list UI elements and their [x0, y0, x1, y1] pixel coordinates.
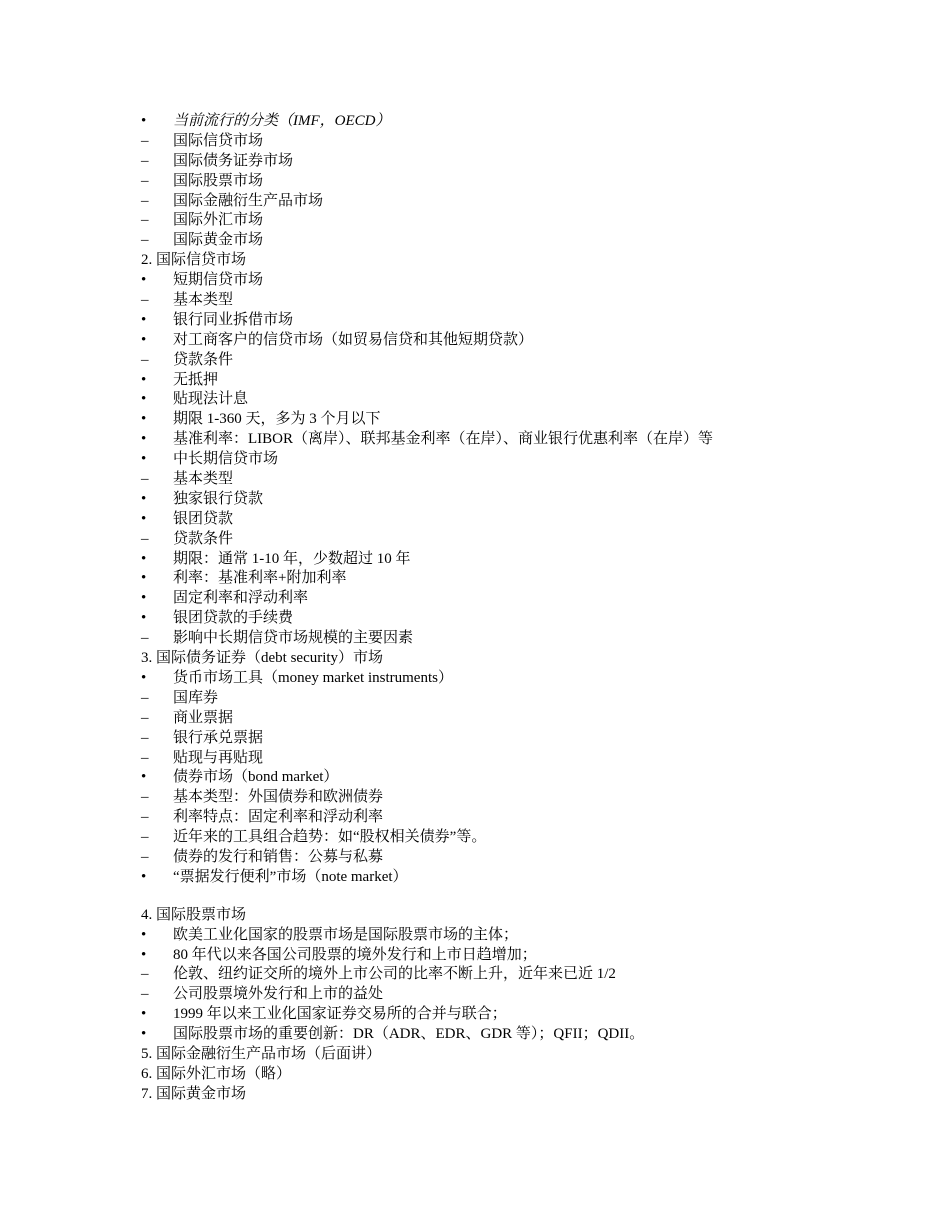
dash-item [141, 848, 901, 868]
bullet-item [141, 390, 901, 410]
dash-marker: – [141, 809, 149, 826]
item-text: 期限 1-360 天，多为 3 个月以下 [173, 411, 381, 428]
section-heading [141, 251, 901, 271]
item-text: 贴现法计息 [173, 391, 249, 408]
item-text: 国际金融衍生产品市场 [173, 192, 324, 209]
bullet-item [141, 311, 901, 331]
dash-item [141, 689, 901, 709]
bullet-marker: • [141, 550, 147, 567]
blank-line [141, 888, 901, 906]
item-text: 国际股票市场 [173, 172, 264, 189]
dash-marker: – [141, 829, 149, 846]
bullet-item [141, 868, 901, 888]
item-text: 欧美工业化国家的股票市场是国际股票市场的主体； [173, 926, 519, 943]
dash-item [141, 231, 901, 251]
bullet-marker: • [141, 113, 147, 129]
item-text: 银行承兑票据 [173, 729, 264, 746]
bullet-marker: • [141, 926, 147, 943]
dash-marker: – [141, 212, 149, 229]
item-text: 利率特点：固定利率和浮动利率 [173, 809, 384, 826]
item-text: 独家银行贷款 [173, 490, 264, 507]
dash-item [141, 192, 901, 212]
bullet-marker: • [141, 1006, 147, 1023]
item-text: 基准利率：LIBOR（离岸）、联邦基金利率（在岸）、商业银行优惠利率（在岸）等 [173, 431, 714, 448]
item-text: 1999 年以来工业化国家证券交易所的合并与联合； [173, 1006, 507, 1023]
item-text: 债券市场（bond market） [173, 769, 339, 786]
dash-marker: – [141, 986, 149, 1003]
dash-marker: – [141, 729, 149, 746]
item-text: 银团贷款的手续费 [173, 610, 294, 627]
item-text: 国库券 [173, 689, 219, 706]
bullet-item [141, 669, 901, 689]
item-text: 贷款条件 [173, 530, 234, 547]
dash-marker: – [141, 471, 149, 488]
item-text: 中长期信贷市场 [173, 451, 279, 468]
section-heading [141, 1085, 901, 1105]
bullet-item [141, 490, 901, 510]
bullet-item [141, 1025, 901, 1045]
dash-marker: – [141, 132, 149, 149]
dash-item [141, 985, 901, 1005]
dash-marker: – [141, 152, 149, 169]
dash-marker: – [141, 709, 149, 726]
bullet-marker: • [141, 431, 147, 448]
dash-item [141, 729, 901, 749]
dash-item [141, 749, 901, 769]
bullet-marker: • [141, 490, 147, 507]
dash-marker: – [141, 292, 149, 309]
section-heading [141, 649, 901, 669]
bullet-marker: • [141, 510, 147, 527]
dash-marker: – [141, 789, 149, 806]
bullet-marker: • [141, 311, 147, 328]
bullet-marker: • [141, 669, 147, 686]
heading-text: 7. 国际黄金市场 [141, 1085, 247, 1102]
dash-marker: – [141, 630, 149, 647]
item-text: 伦敦、纽约证交所的境外上市公司的比率不断上升，近年来已近 1/2 [173, 966, 616, 983]
item-text: 银团贷款 [173, 510, 234, 527]
bullet-item [141, 569, 901, 589]
dash-item [141, 530, 901, 550]
bullet-item [141, 768, 901, 788]
document-body [141, 112, 901, 1105]
bullet-item [141, 550, 901, 570]
item-text: 贴现与再贴现 [173, 749, 264, 766]
bullet-marker: • [141, 610, 147, 627]
dash-marker: – [141, 172, 149, 189]
item-text: 商业票据 [173, 709, 234, 726]
dash-item [141, 709, 901, 729]
heading-text: 2. 国际信贷市场 [141, 252, 247, 269]
dash-marker: – [141, 192, 149, 209]
item-text: 影响中长期信贷市场规模的主要因素 [173, 630, 414, 647]
bullet-item [141, 331, 901, 351]
bullet-item [141, 112, 901, 132]
item-text: 债券的发行和销售：公募与私募 [173, 848, 384, 865]
dash-item [141, 828, 901, 848]
item-text: 基本类型 [173, 471, 234, 488]
dash-item [141, 470, 901, 490]
bullet-marker: • [141, 272, 147, 289]
heading-text: 6. 国际外汇市场（略） [141, 1065, 292, 1082]
item-text: 固定利率和浮动利率 [173, 590, 309, 607]
bullet-item [141, 271, 901, 291]
item-text: 近年来的工具组合趋势：如“股权相关债券”等。 [173, 829, 487, 846]
bullet-marker: • [141, 371, 147, 388]
bullet-item [141, 589, 901, 609]
dash-item [141, 351, 901, 371]
item-text: 无抵押 [173, 371, 219, 388]
bullet-item [141, 609, 901, 629]
bullet-marker: • [141, 590, 147, 607]
item-text: 基本类型 [173, 292, 234, 309]
bullet-item [141, 926, 901, 946]
item-text: 货币市场工具（money market instruments） [173, 669, 453, 686]
bullet-marker: • [141, 1026, 147, 1043]
bullet-marker: • [141, 946, 147, 963]
item-text: 国际债务证券市场 [173, 152, 294, 169]
item-text: 对工商客户的信贷市场（如贸易信贷和其他短期贷款） [173, 331, 534, 348]
dash-marker: – [141, 689, 149, 706]
dash-item [141, 291, 901, 311]
dash-item [141, 788, 901, 808]
dash-item [141, 965, 901, 985]
bullet-marker: • [141, 331, 147, 348]
item-text: 国际外汇市场 [173, 212, 264, 229]
item-text: 国际黄金市场 [173, 232, 264, 249]
item-text: 国际信贷市场 [173, 132, 264, 149]
bullet-item [141, 371, 901, 391]
dash-marker: – [141, 232, 149, 249]
bullet-item [141, 510, 901, 530]
bullet-marker: • [141, 391, 147, 408]
heading-text: 3. 国际债务证券（debt security）市场 [141, 650, 384, 667]
heading-text: 4. 国际股票市场 [141, 906, 247, 923]
item-text: 80 年代以来各国公司股票的境外发行和上市日趋增加； [173, 946, 537, 963]
dash-item [141, 152, 901, 172]
section-heading [141, 1045, 901, 1065]
dash-item [141, 808, 901, 828]
bullet-item [141, 430, 901, 450]
dash-marker: – [141, 749, 149, 766]
dash-item [141, 211, 901, 231]
bullet-marker: • [141, 451, 147, 468]
dash-item [141, 629, 901, 649]
bullet-item [141, 946, 901, 966]
bullet-item [141, 1005, 901, 1025]
section-heading [141, 1065, 901, 1085]
heading-text: 5. 国际金融衍生产品市场（后面讲） [141, 1045, 382, 1062]
dash-marker: – [141, 966, 149, 983]
dash-marker: – [141, 351, 149, 368]
bullet-marker: • [141, 570, 147, 587]
dash-item [141, 172, 901, 192]
dash-item [141, 132, 901, 152]
item-text: 基本类型：外国债券和欧洲债券 [173, 789, 384, 806]
dash-marker: – [141, 848, 149, 865]
bullet-item [141, 410, 901, 430]
item-text: 当前流行的分类（IMF，OECD） [173, 113, 391, 129]
item-text: 贷款条件 [173, 351, 234, 368]
bullet-marker: • [141, 411, 147, 428]
item-text: 期限：通常 1-10 年，少数超过 10 年 [173, 550, 411, 567]
bullet-item [141, 450, 901, 470]
bullet-marker: • [141, 868, 147, 885]
dash-marker: – [141, 530, 149, 547]
item-text: 利率：基准利率+附加利率 [173, 570, 347, 587]
item-text: 短期信贷市场 [173, 272, 264, 289]
item-text: 公司股票境外发行和上市的益处 [173, 986, 384, 1003]
bullet-marker: • [141, 769, 147, 786]
item-text: 国际股票市场的重要创新：DR（ADR、EDR、GDR 等）；QFII；QDII。 [173, 1026, 645, 1043]
item-text: “票据发行便利”市场（note market） [173, 868, 408, 885]
item-text: 银行同业拆借市场 [173, 311, 294, 328]
section-heading [141, 906, 901, 926]
